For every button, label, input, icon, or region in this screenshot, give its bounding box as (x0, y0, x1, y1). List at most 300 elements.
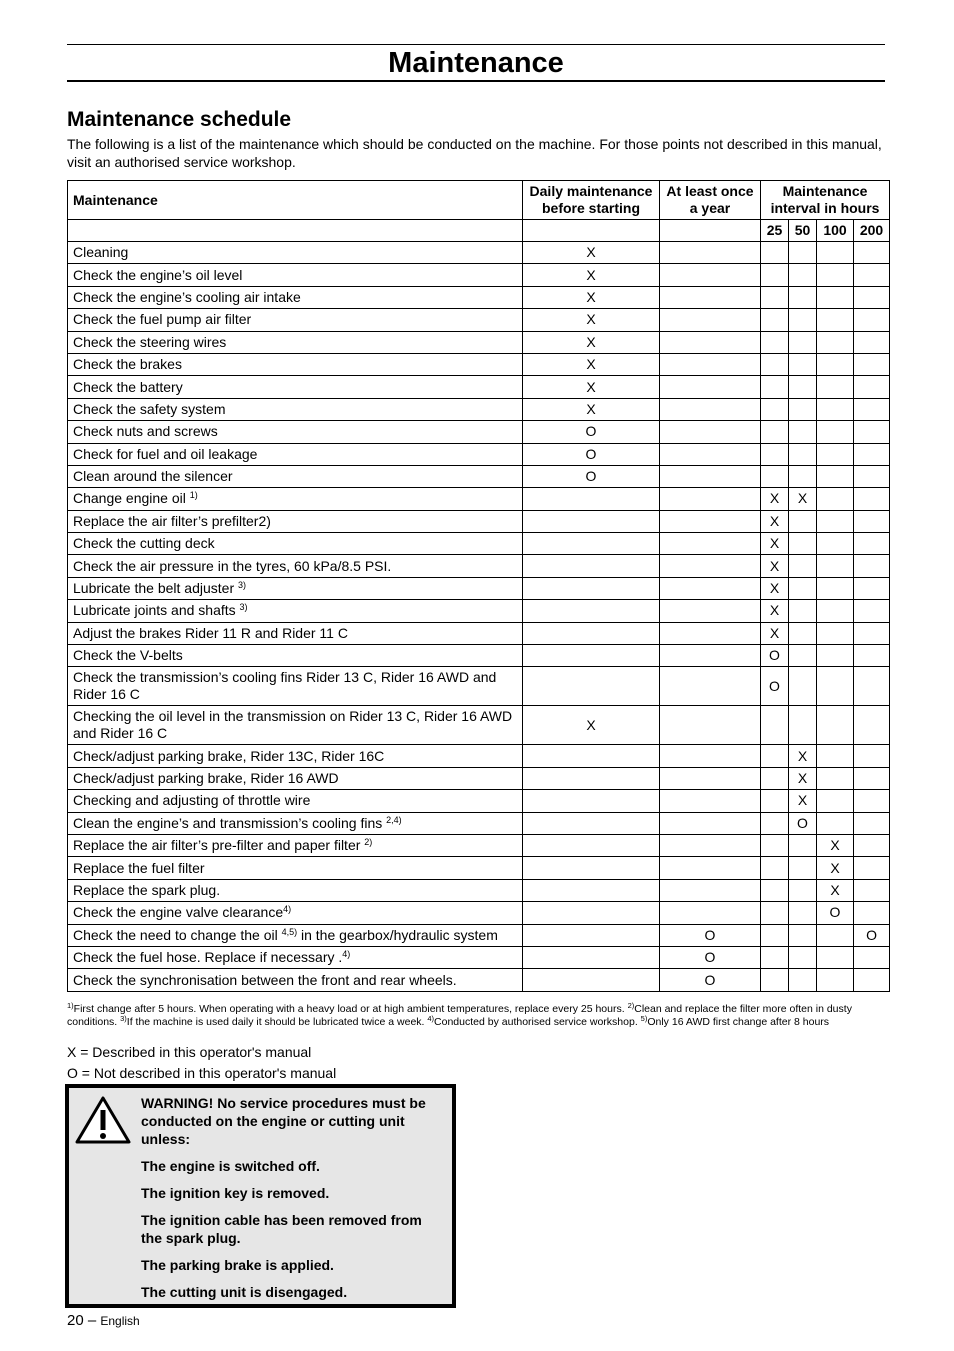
task-cell (68, 488, 523, 510)
task-cell (68, 242, 523, 264)
mark-h200 (854, 443, 890, 465)
mark-h100 (817, 706, 854, 745)
mark-yearly (660, 577, 761, 599)
task-cell (68, 924, 523, 946)
task-label: Replace the air filter’s prefilter2) (73, 512, 271, 529)
mark-h50 (789, 264, 817, 286)
task-cell (68, 706, 523, 745)
mark-h200 (854, 331, 890, 353)
mark-h100 (817, 488, 854, 510)
task-label: Cleaning (73, 244, 129, 261)
mark-daily (523, 488, 660, 510)
mark-h50 (789, 902, 817, 924)
mark-daily (523, 533, 660, 555)
mark-daily (523, 745, 660, 767)
task-label: Check the V-belts (73, 647, 183, 664)
mark-daily: X (523, 264, 660, 286)
mark-h25 (761, 879, 789, 901)
footnote-ref: 1) (189, 490, 198, 501)
subheader-hours: 200 (854, 220, 890, 242)
table-row (68, 443, 890, 465)
task-cell (68, 398, 523, 420)
footnote-ref: 2,4) (386, 814, 402, 825)
mark-h200 (854, 706, 890, 745)
legend-x: X = Described in this operator's manual (67, 1044, 312, 1060)
task-cell (68, 790, 523, 812)
task-cell (68, 812, 523, 834)
task-cell (68, 533, 523, 555)
task-label: Check the brakes (73, 356, 182, 373)
footnote-marker: 2) (627, 1001, 635, 1010)
table-row (68, 309, 890, 331)
mark-h25 (761, 969, 789, 991)
mark-h50 (789, 924, 817, 946)
mark-h100 (817, 331, 854, 353)
header-maintenance: Maintenance (68, 181, 523, 220)
mark-daily (523, 767, 660, 789)
subheader-blank (523, 220, 660, 242)
footnote-text: First change after 5 hours. When operating with a heavy load or at high ambient temperatures, replace every 25 hours. (73, 1003, 628, 1015)
mark-h25 (761, 924, 789, 946)
table-row (68, 421, 890, 443)
mark-h25 (761, 465, 789, 487)
mark-h200 (854, 622, 890, 644)
footnote-ref: 4) (342, 949, 351, 960)
table-row (68, 812, 890, 834)
mark-h100 (817, 667, 854, 706)
warning-line: The ignition cable has been removed from the spark plug. (141, 1212, 422, 1246)
task-label: Check nuts and screws (73, 423, 218, 440)
mark-yearly (660, 242, 761, 264)
footnote-ref: 3) (238, 580, 247, 591)
mark-daily (523, 667, 660, 706)
mark-yearly (660, 488, 761, 510)
task-label: Check the safety system (73, 400, 226, 417)
mark-h200 (854, 309, 890, 331)
mark-h100 (817, 645, 854, 667)
warning-line: The cutting unit is disengaged. (141, 1284, 348, 1300)
task-label: Check the fuel pump air filter (73, 311, 252, 328)
mark-yearly (660, 622, 761, 644)
mark-h50 (789, 834, 817, 856)
task-cell (68, 577, 523, 599)
table-row (68, 286, 890, 308)
mark-h25 (761, 902, 789, 924)
mark-h100 (817, 555, 854, 577)
mark-h50 (789, 946, 817, 968)
footnote-text: Only 16 AWD first change after 8 hours (647, 1016, 830, 1028)
mark-h100 (817, 533, 854, 555)
mark-yearly (660, 645, 761, 667)
schedule-body (68, 242, 890, 992)
mark-daily: X (523, 353, 660, 375)
mark-yearly: O (660, 946, 761, 968)
mark-h100: X (817, 834, 854, 856)
table-row (68, 353, 890, 375)
task-label: Check/adjust parking brake, Rider 13C, Rider 16C (73, 747, 385, 764)
mark-h200 (854, 745, 890, 767)
task-label: Check the engine’s oil level (73, 266, 243, 283)
mark-h50 (789, 969, 817, 991)
footnote-marker: 4) (427, 1014, 435, 1023)
mark-yearly (660, 857, 761, 879)
mark-h200 (854, 969, 890, 991)
subheader-hours: 50 (789, 220, 817, 242)
mark-h200 (854, 902, 890, 924)
mark-h200 (854, 465, 890, 487)
mark-h200 (854, 398, 890, 420)
task-label: Lubricate the belt adjuster (73, 580, 238, 597)
warning-box (65, 1084, 456, 1308)
mark-h100 (817, 790, 854, 812)
task-label: Clean around the silencer (73, 468, 233, 485)
mark-h200 (854, 242, 890, 264)
mark-yearly: O (660, 969, 761, 991)
mark-h100 (817, 353, 854, 375)
mark-h25: X (761, 488, 789, 510)
mark-h50 (789, 533, 817, 555)
mark-daily (523, 857, 660, 879)
table-row (68, 600, 890, 622)
table-row (68, 745, 890, 767)
task-label: Check for fuel and oil leakage (73, 445, 258, 462)
table-row (68, 488, 890, 510)
mark-h200 (854, 834, 890, 856)
mark-h50 (789, 600, 817, 622)
page-number: 20 – (67, 1312, 101, 1329)
table-row (68, 242, 890, 264)
mark-daily: X (523, 309, 660, 331)
table-row (68, 577, 890, 599)
mark-daily (523, 902, 660, 924)
task-label: Check the need to change the oil (73, 926, 282, 943)
mark-h50 (789, 398, 817, 420)
mark-yearly (660, 443, 761, 465)
task-cell (68, 421, 523, 443)
mark-daily (523, 577, 660, 599)
mark-h25 (761, 309, 789, 331)
mark-h200 (854, 645, 890, 667)
mark-h100 (817, 264, 854, 286)
mark-daily (523, 555, 660, 577)
mark-h50 (789, 577, 817, 599)
mark-h200 (854, 510, 890, 532)
mark-daily: O (523, 443, 660, 465)
mark-yearly (660, 510, 761, 532)
task-cell (68, 879, 523, 901)
task-label: Check the engine’s cooling air intake (73, 288, 301, 305)
task-cell (68, 857, 523, 879)
table-row (68, 767, 890, 789)
task-label: Check the synchronisation between the front and rear wheels. (73, 971, 457, 988)
intro-paragraph: The following is a list of the maintenance which should be conducted on the machine. For those points not described in this manual, visit an authorised service workshop. (67, 136, 882, 170)
mark-h200 (854, 857, 890, 879)
task-cell (68, 376, 523, 398)
mark-h25 (761, 376, 789, 398)
mark-h100 (817, 398, 854, 420)
mark-h50 (789, 309, 817, 331)
mark-yearly (660, 376, 761, 398)
mark-h25 (761, 353, 789, 375)
mark-yearly (660, 465, 761, 487)
mark-daily: X (523, 286, 660, 308)
task-cell (68, 834, 523, 856)
mark-h100 (817, 309, 854, 331)
footnote-text: Clean and replace the filter more often in dusty conditions. (67, 1003, 852, 1028)
mark-h200 (854, 555, 890, 577)
mark-h200 (854, 264, 890, 286)
mark-h50 (789, 857, 817, 879)
mark-h25 (761, 857, 789, 879)
mark-h25: O (761, 667, 789, 706)
mark-daily: X (523, 376, 660, 398)
mark-daily (523, 879, 660, 901)
warning-line: The engine is switched off. (141, 1158, 320, 1174)
mark-h200 (854, 376, 890, 398)
mark-h25 (761, 745, 789, 767)
mark-h25 (761, 946, 789, 968)
mark-h100 (817, 465, 854, 487)
mark-daily (523, 812, 660, 834)
task-label: Replace the air filter’s pre-filter and paper filter (73, 837, 365, 854)
table-row (68, 555, 890, 577)
mark-daily: X (523, 398, 660, 420)
mark-h100 (817, 600, 854, 622)
mark-h50 (789, 421, 817, 443)
mark-h100 (817, 242, 854, 264)
mark-h200 (854, 667, 890, 706)
mark-h25 (761, 242, 789, 264)
task-cell (68, 902, 523, 924)
mark-h200 (854, 790, 890, 812)
maintenance-schedule-table (67, 180, 890, 992)
mark-h100: X (817, 879, 854, 901)
mark-yearly (660, 331, 761, 353)
warning-text (141, 1094, 441, 1310)
header-interval: Maintenance interval in hours (761, 181, 890, 220)
table-row (68, 924, 890, 946)
task-cell (68, 264, 523, 286)
task-label: Check the steering wires (73, 333, 227, 350)
footnotes (67, 1003, 889, 1029)
task-label: Checking and adjusting of throttle wire (73, 792, 311, 809)
footnote-ref: 4) (283, 904, 292, 915)
task-label: Replace the spark plug. (73, 881, 221, 898)
mark-yearly (660, 398, 761, 420)
task-label: Checking the oil level in the transmission on Rider 13 C, Rider 16 AWD and Rider 16 C (73, 708, 513, 742)
mark-h200 (854, 533, 890, 555)
mark-h50 (789, 242, 817, 264)
task-cell (68, 555, 523, 577)
footnote-marker: 5) (640, 1014, 648, 1023)
mark-daily: X (523, 706, 660, 745)
task-cell (68, 645, 523, 667)
subheader-blank (68, 220, 523, 242)
mark-h25 (761, 443, 789, 465)
mark-daily: O (523, 421, 660, 443)
mark-daily: X (523, 242, 660, 264)
mark-yearly (660, 264, 761, 286)
mark-h25 (761, 421, 789, 443)
task-cell (68, 353, 523, 375)
task-label: Change engine oil (73, 490, 190, 507)
mark-h100: X (817, 857, 854, 879)
mark-h25: X (761, 533, 789, 555)
mark-daily: O (523, 465, 660, 487)
mark-yearly (660, 879, 761, 901)
table-row (68, 946, 890, 968)
task-label: Check the battery (73, 378, 183, 395)
mark-h100 (817, 767, 854, 789)
task-cell (68, 969, 523, 991)
mark-h50 (789, 622, 817, 644)
warning-line: WARNING! No service procedures must be conducted on the engine or cutting unit unless: (141, 1095, 426, 1147)
task-label: Check the engine valve clearance (73, 904, 284, 921)
mark-h25: X (761, 577, 789, 599)
footnote-marker: 1) (67, 1001, 74, 1010)
task-cell (68, 600, 523, 622)
mark-h25 (761, 790, 789, 812)
task-label: Replace the fuel filter (73, 859, 205, 876)
mark-h50: X (789, 790, 817, 812)
table-row (68, 622, 890, 644)
page-title: Maintenance (388, 47, 564, 79)
task-cell (68, 309, 523, 331)
mark-h25 (761, 834, 789, 856)
mark-yearly: O (660, 924, 761, 946)
footnote-ref: 2) (364, 837, 373, 848)
mark-h200 (854, 353, 890, 375)
warning-line: The parking brake is applied. (141, 1257, 334, 1273)
mark-h50 (789, 667, 817, 706)
mark-h100 (817, 924, 854, 946)
mark-h25 (761, 286, 789, 308)
task-cell (68, 331, 523, 353)
mark-h200 (854, 600, 890, 622)
mark-h25 (761, 398, 789, 420)
header-top-rule (67, 44, 885, 45)
table-row (68, 398, 890, 420)
mark-h25 (761, 331, 789, 353)
mark-h200 (854, 879, 890, 901)
mark-yearly (660, 767, 761, 789)
mark-h100: O (817, 902, 854, 924)
table-row (68, 706, 890, 745)
task-label-continued: in the gearbox/hydraulic system (297, 926, 498, 943)
page-footer (67, 1311, 140, 1331)
mark-yearly (660, 834, 761, 856)
task-cell (68, 667, 523, 706)
subheader-hours: 100 (817, 220, 854, 242)
task-cell (68, 443, 523, 465)
mark-h50 (789, 286, 817, 308)
task-label: Check the fuel hose. Replace if necessary . (73, 949, 343, 966)
mark-yearly (660, 667, 761, 706)
legend-o: O = Not described in this operator's manual (67, 1065, 337, 1081)
mark-yearly (660, 600, 761, 622)
table-row (68, 902, 890, 924)
mark-h50 (789, 376, 817, 398)
mark-h100 (817, 812, 854, 834)
mark-yearly (660, 790, 761, 812)
mark-h200 (854, 286, 890, 308)
header-daily: Daily maintenance before starting (523, 181, 660, 220)
mark-yearly (660, 745, 761, 767)
table-row (68, 790, 890, 812)
mark-h50 (789, 510, 817, 532)
warning-triangle-icon (75, 1096, 131, 1144)
table-row (68, 510, 890, 532)
footnote-text: Conducted by authorised service workshop. (434, 1016, 641, 1028)
mark-h25 (761, 767, 789, 789)
table-row (68, 331, 890, 353)
table-row (68, 969, 890, 991)
mark-h50 (789, 331, 817, 353)
mark-yearly (660, 353, 761, 375)
mark-daily (523, 834, 660, 856)
task-label: Adjust the brakes Rider 11 R and Rider 11 C (73, 624, 348, 641)
task-cell (68, 767, 523, 789)
mark-h100 (817, 510, 854, 532)
table-row (68, 857, 890, 879)
mark-h50 (789, 879, 817, 901)
mark-daily (523, 510, 660, 532)
mark-yearly (660, 555, 761, 577)
mark-daily: X (523, 331, 660, 353)
footnote-ref: 4,5) (281, 926, 298, 937)
task-label: Lubricate joints and shafts (73, 602, 240, 619)
table-row (68, 667, 890, 706)
mark-h100 (817, 622, 854, 644)
mark-h25: X (761, 510, 789, 532)
mark-h200 (854, 577, 890, 599)
task-label: Check the air pressure in the tyres, 60 kPa/8.5 PSI. (73, 557, 392, 574)
mark-h50 (789, 465, 817, 487)
mark-h100 (817, 969, 854, 991)
mark-h200 (854, 488, 890, 510)
table-row (68, 376, 890, 398)
mark-h200: O (854, 924, 890, 946)
mark-h200 (854, 421, 890, 443)
mark-daily (523, 924, 660, 946)
mark-h200 (854, 767, 890, 789)
task-label: Check/adjust parking brake, Rider 16 AWD (73, 770, 339, 786)
mark-h50 (789, 555, 817, 577)
mark-yearly (660, 533, 761, 555)
mark-h100 (817, 577, 854, 599)
mark-h50 (789, 353, 817, 375)
footnote-marker: 3) (120, 1014, 127, 1023)
mark-daily (523, 790, 660, 812)
footnote-ref: 3) (239, 602, 248, 613)
subheader-blank (660, 220, 761, 242)
mark-h50: X (789, 745, 817, 767)
mark-yearly (660, 286, 761, 308)
task-cell (68, 622, 523, 644)
task-label: Check the transmission’s cooling fins Rider 13 C, Rider 16 AWD and Rider 16 C (73, 669, 497, 703)
mark-h100 (817, 376, 854, 398)
subheader-hours: 25 (761, 220, 789, 242)
mark-daily (523, 645, 660, 667)
mark-h50: O (789, 812, 817, 834)
table-row (68, 879, 890, 901)
mark-h50 (789, 706, 817, 745)
mark-h100 (817, 946, 854, 968)
header-yearly: At least once a year (660, 181, 761, 220)
mark-h25: X (761, 555, 789, 577)
task-cell (68, 510, 523, 532)
warning-line: The ignition key is removed. (141, 1185, 330, 1201)
